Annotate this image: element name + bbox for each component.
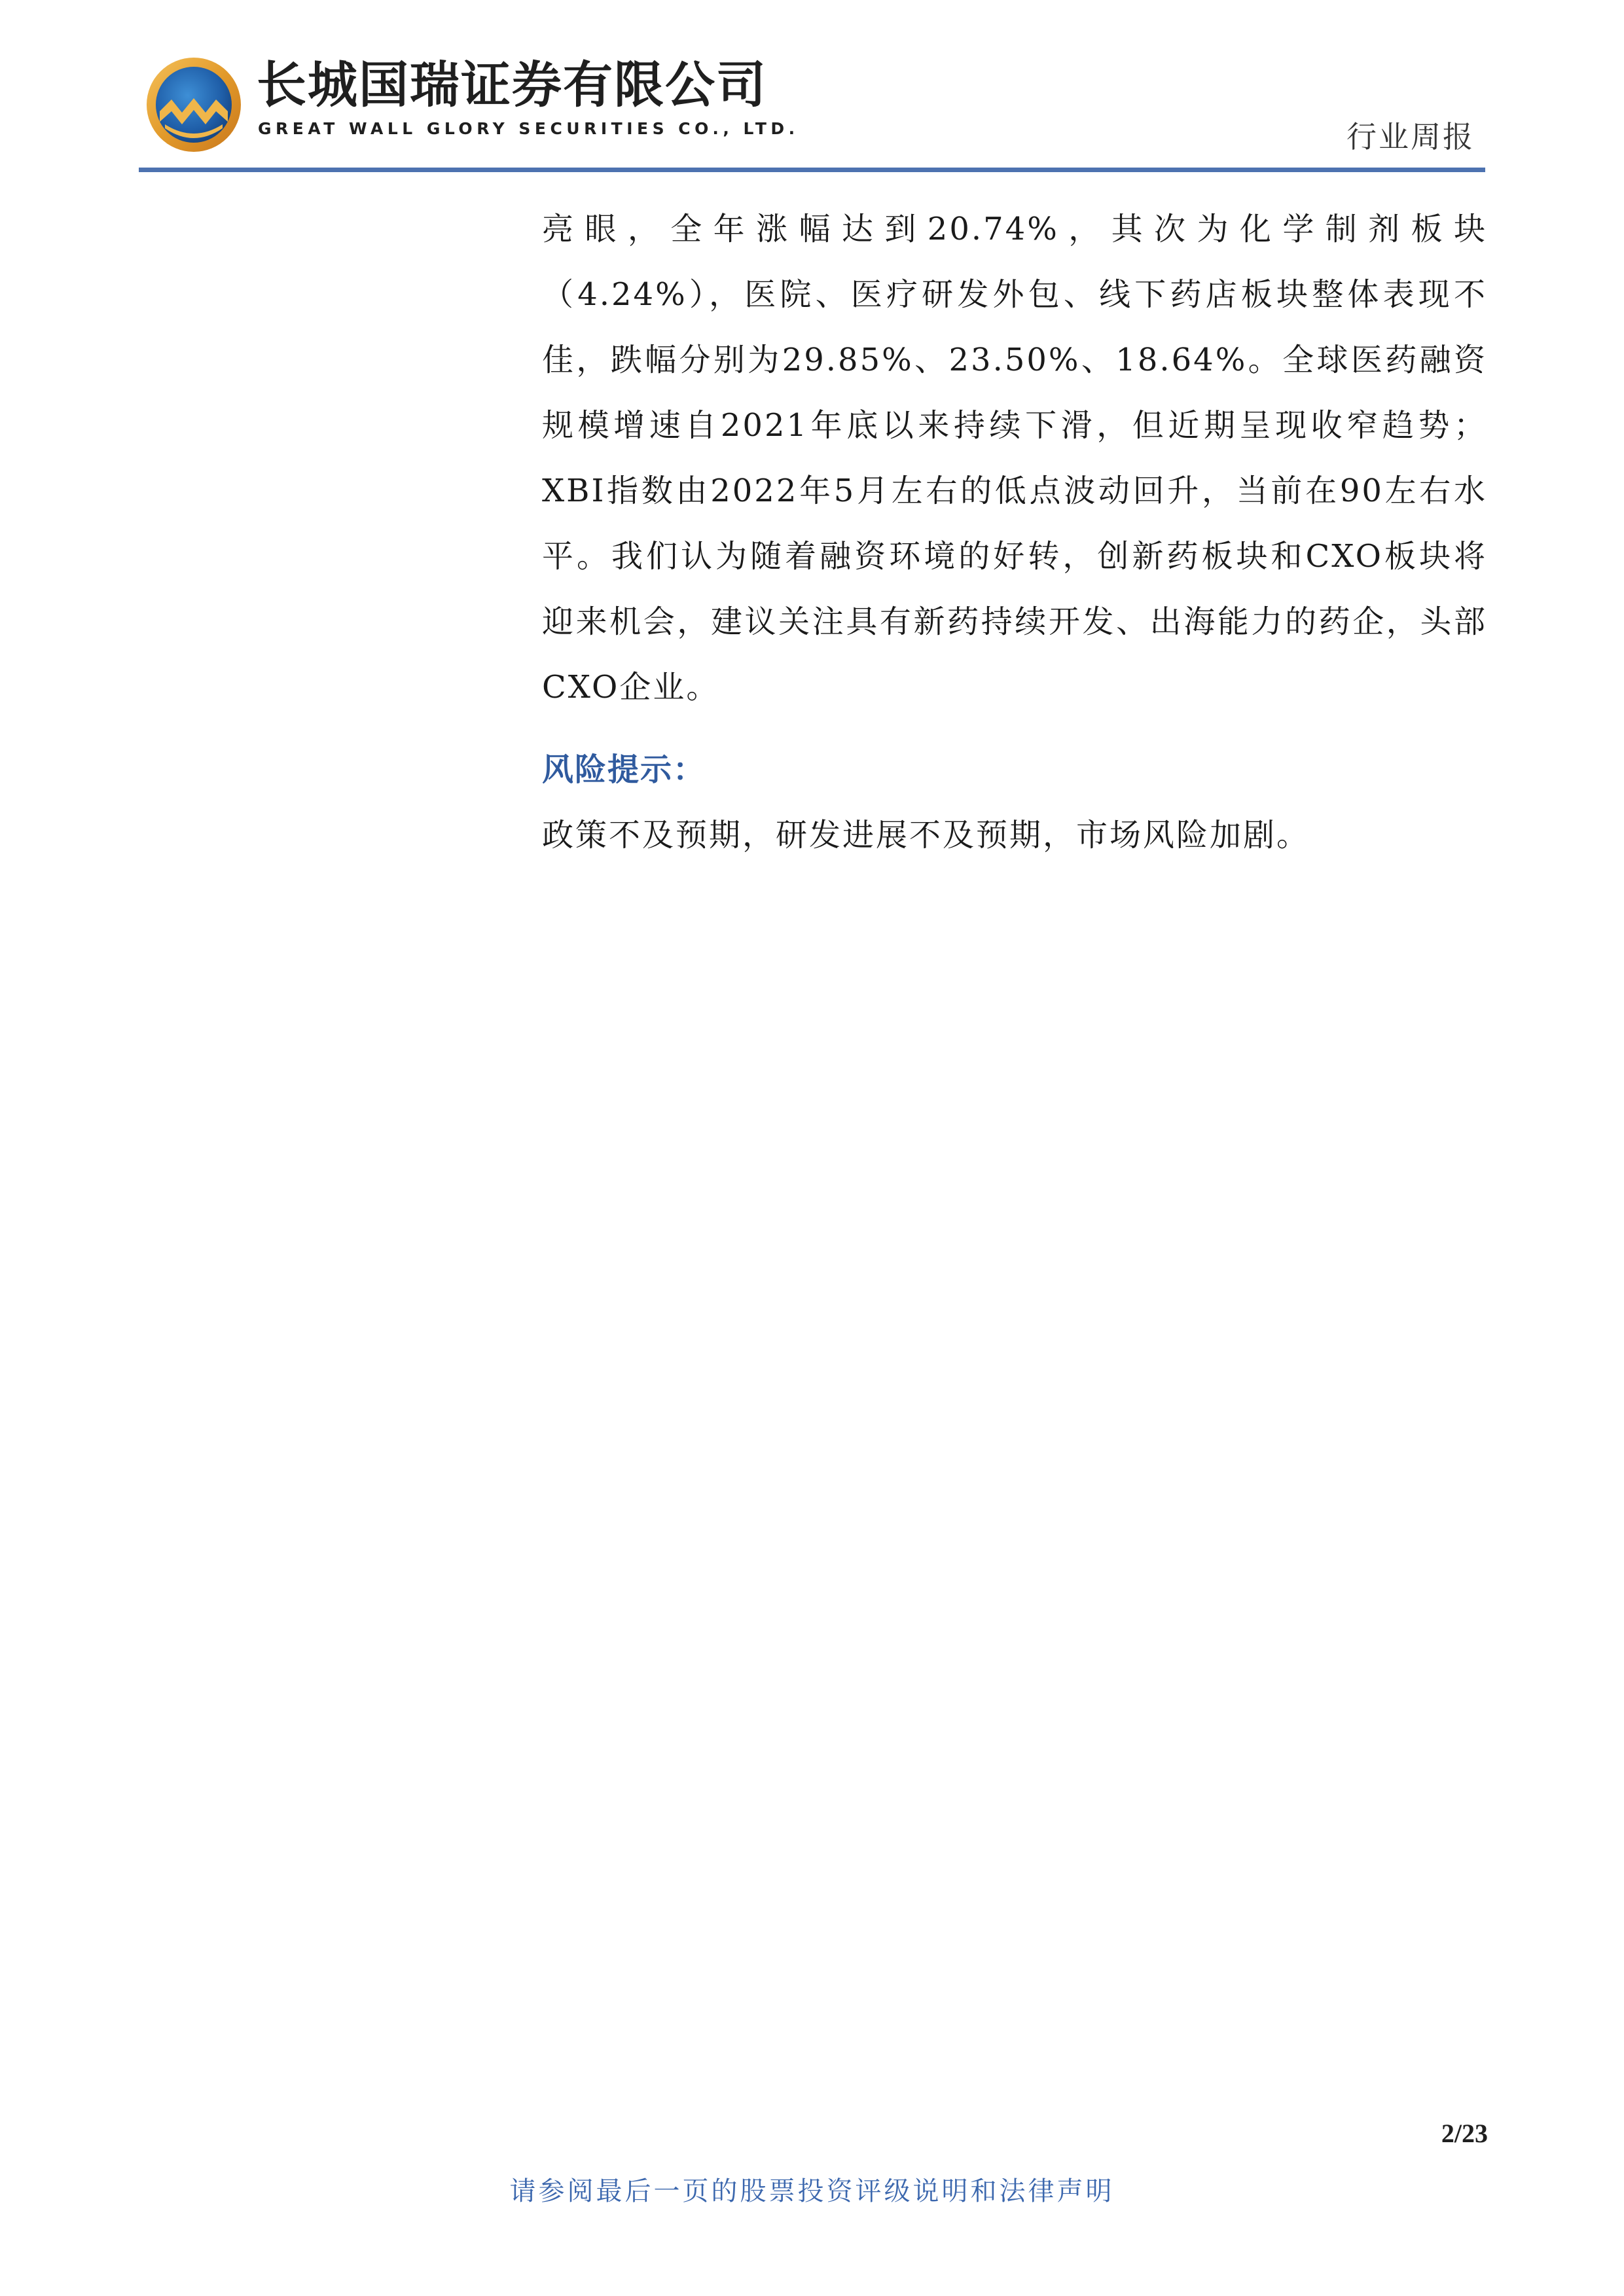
summary-paragraph: 亮眼，全年涨幅达到20.74%，其次为化学制剂板块（4.24%），医院、医疗研发外包、线下药店板块整体表现不佳，跌幅分别为29.85%、23.50%、18.64%。全球医药融资规模增速自2021年底以来持续下滑，但近期呈现收窄趋势；XBI指数由2022年5月左右的低点波动回升，当前在90左右水平。我们认为随着融资环境的好转，创新药板块和CXO板块将迎来机会，建议关注具有新药持续开发、出海能力的药企，头部CXO企业。	[542, 211, 1487, 706]
page-header	[0, 0, 1624, 177]
company-name-cn: 长城国瑞证券有限公司	[257, 56, 767, 114]
main-content	[542, 196, 1487, 868]
great-wall-glory-logo-icon	[145, 56, 242, 153]
risk-heading: 风险提示：	[542, 751, 706, 788]
company-name-en: GREAT WALL GLORY SECURITIES CO., LTD.	[258, 119, 799, 138]
risk-paragraph: 政策不及预期，研发进展不及预期，市场风险加剧。	[542, 817, 1310, 853]
footer-disclaimer: 请参阅最后一页的股票投资评级说明和法律声明	[509, 2176, 1115, 2206]
header-divider	[139, 168, 1485, 172]
page-number: 2/23	[1441, 2119, 1488, 2148]
report-type-label: 行业周报	[1346, 119, 1475, 154]
